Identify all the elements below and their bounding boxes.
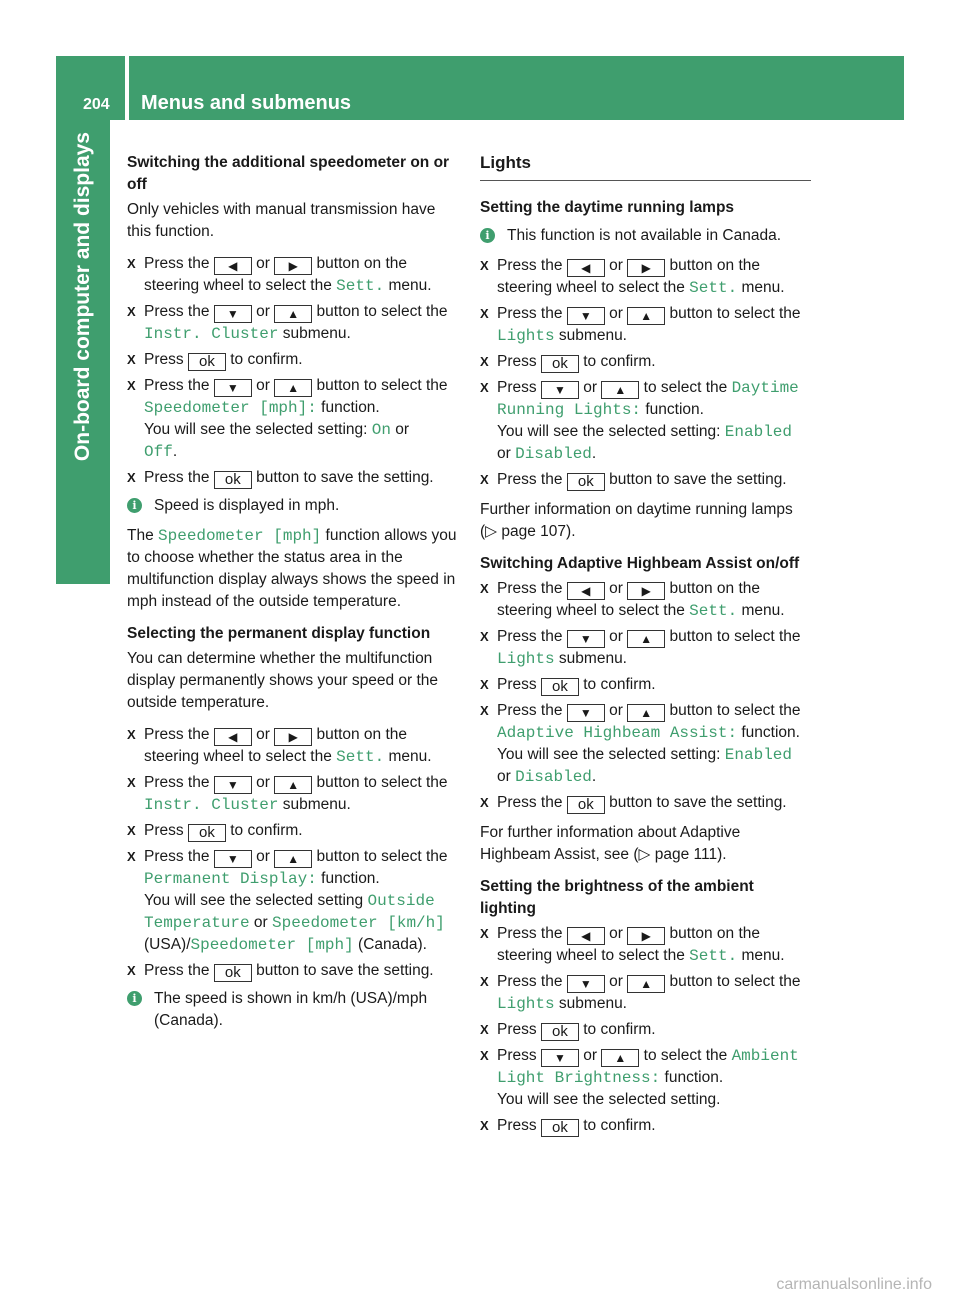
step: X Press the ok button to save the setting.	[480, 794, 787, 813]
side-tab-label: On-board computer and displays	[71, 132, 94, 462]
step: X Press ok to confirm.	[480, 1021, 656, 1040]
watermark: carmanualsonline.info	[776, 1276, 932, 1293]
side-tab	[56, 120, 110, 584]
step-arrow-icon: X	[127, 823, 136, 838]
ok-key-icon: ok	[188, 824, 226, 842]
setting-value: Off	[144, 443, 173, 461]
step-arrow-icon: X	[127, 470, 136, 485]
heading-additional-speedometer: Switching the additional speedometer on or off	[127, 154, 450, 193]
step: X Press the ok button to save the setting.	[480, 471, 787, 490]
up-arrow-key-icon: ▲	[627, 630, 665, 648]
step: X Press the ◀ or ▶ button on the steering wheel to select the Sett. menu.	[480, 257, 785, 297]
step-arrow-icon: X	[480, 1118, 489, 1133]
ok-key-icon: ok	[541, 355, 579, 373]
step: X Press the ▼ or ▲ button to select the Adaptive Highbeam Assist: function. You will see the selected setting: Enabled or Disabled.	[480, 702, 801, 786]
step: X Press the ▼ or ▲ button to select the Lights submenu.	[480, 305, 801, 345]
info-note: i Speed is displayed in mph.	[127, 495, 461, 517]
step: X Press ok to confirm.	[127, 351, 303, 370]
step-arrow-icon: X	[480, 1048, 489, 1063]
step-arrow-icon: X	[127, 849, 136, 864]
ok-key-icon: ok	[567, 796, 605, 814]
step-arrow-icon: X	[480, 677, 489, 692]
up-arrow-key-icon: ▲	[274, 776, 312, 794]
heading-ambient-lighting: Setting the brightness of the ambient lighting	[480, 878, 754, 917]
down-arrow-key-icon: ▼	[541, 381, 579, 399]
step-arrow-icon: X	[127, 963, 136, 978]
section-title-lights: Lights	[480, 152, 811, 181]
left-arrow-key-icon: ◀	[567, 582, 605, 600]
heading-daytime-running-lamps: Setting the daytime running lamps	[480, 199, 735, 216]
up-arrow-key-icon: ▲	[274, 305, 312, 323]
step: X Press the ▼ or ▲ button to select the Instr. Cluster submenu.	[127, 303, 448, 343]
ok-key-icon: ok	[214, 964, 252, 982]
heading-permanent-display: Selecting the permanent display function	[127, 625, 431, 642]
info-note: i The speed is shown in km/h (USA)/mph (Canada).	[127, 988, 461, 1032]
info-icon: i	[127, 991, 142, 1006]
setting-value: On	[371, 421, 391, 439]
page-title: Menus and submenus	[141, 92, 352, 114]
step: X Press the ◀ or ▶ button on the steering wheel to select the Sett. menu.	[127, 255, 432, 295]
step-arrow-icon: X	[480, 926, 489, 941]
up-arrow-key-icon: ▲	[601, 1049, 639, 1067]
step: X Press ok to confirm.	[480, 676, 656, 695]
step-arrow-icon: X	[480, 472, 489, 487]
step-arrow-icon: X	[127, 352, 136, 367]
step: X Press the ▼ or ▲ button to select the Lights submenu.	[480, 973, 801, 1013]
up-arrow-key-icon: ▲	[601, 381, 639, 399]
right-arrow-key-icon: ▶	[627, 582, 665, 600]
paragraph: Further information on daytime running lamps (▷ page 107).	[480, 501, 793, 540]
step-arrow-icon: X	[127, 304, 136, 319]
step: X Press ok to confirm.	[127, 822, 303, 841]
step-arrow-icon: X	[480, 629, 489, 644]
left-column	[127, 152, 461, 1040]
step-arrow-icon: X	[480, 380, 489, 395]
up-arrow-key-icon: ▲	[627, 975, 665, 993]
step-arrow-icon: X	[127, 775, 136, 790]
step-arrow-icon: X	[480, 354, 489, 369]
down-arrow-key-icon: ▼	[567, 704, 605, 722]
paragraph: Only vehicles with manual transmission have this function.	[127, 201, 436, 240]
step-arrow-icon: X	[480, 974, 489, 989]
step: X Press ▼ or ▲ to select the Daytime Running Lights: function. You will see the selected setting: Enabled or Disabled.	[480, 379, 799, 463]
step-arrow-icon: X	[127, 256, 136, 271]
ok-key-icon: ok	[541, 1119, 579, 1137]
ok-key-icon: ok	[541, 678, 579, 696]
right-arrow-key-icon: ▶	[627, 927, 665, 945]
right-arrow-key-icon: ▶	[627, 259, 665, 277]
step: X Press ok to confirm.	[480, 353, 656, 372]
up-arrow-key-icon: ▲	[274, 850, 312, 868]
submenu-name: Instr. Cluster	[144, 325, 279, 343]
down-arrow-key-icon: ▼	[567, 307, 605, 325]
info-icon: i	[480, 228, 495, 243]
menu-name: Sett.	[336, 277, 385, 295]
right-arrow-key-icon: ▶	[274, 728, 312, 746]
up-arrow-key-icon: ▲	[627, 704, 665, 722]
down-arrow-key-icon: ▼	[567, 975, 605, 993]
step: X Press the ◀ or ▶ button on the steering wheel to select the Sett. menu.	[480, 925, 785, 965]
header-divider	[125, 56, 129, 120]
paragraph: The Speedometer [mph] function allows you to choose whether the status area in the multifunction display always shows the speed in mph instead of the outside temperature.	[127, 527, 457, 610]
info-note: i This function is not available in Canada.	[480, 225, 811, 247]
step: X Press the ▼ or ▲ button to select the Permanent Display: function. You will see the selected setting Outside Temperature or Speedometer [km/h] (USA)/Speedometer [mph] (Canada).	[127, 848, 448, 954]
down-arrow-key-icon: ▼	[214, 379, 252, 397]
step: X Press ▼ or ▲ to select the Ambient Light Brightness: function. You will see the selected setting.	[480, 1047, 799, 1108]
step-arrow-icon: X	[127, 727, 136, 742]
down-arrow-key-icon: ▼	[214, 776, 252, 794]
paragraph: You can determine whether the multifunction display permanently shows your speed or the outside temperature.	[127, 650, 439, 711]
function-name: Speedometer [mph]:	[144, 399, 317, 417]
ok-key-icon: ok	[214, 471, 252, 489]
step: X Press the ok button to save the setting.	[127, 469, 434, 488]
step: X Press the ▼ or ▲ button to select the Speedometer [mph]: function. You will see the selected setting: On or Off.	[127, 377, 448, 461]
down-arrow-key-icon: ▼	[214, 305, 252, 323]
ok-key-icon: ok	[541, 1023, 579, 1041]
left-arrow-key-icon: ◀	[567, 927, 605, 945]
up-arrow-key-icon: ▲	[274, 379, 312, 397]
page-number: 204	[83, 96, 110, 113]
left-arrow-key-icon: ◀	[567, 259, 605, 277]
step-arrow-icon: X	[480, 703, 489, 718]
up-arrow-key-icon: ▲	[627, 307, 665, 325]
down-arrow-key-icon: ▼	[567, 630, 605, 648]
down-arrow-key-icon: ▼	[214, 850, 252, 868]
step-arrow-icon: X	[480, 306, 489, 321]
step: X Press the ▼ or ▲ button to select the Lights submenu.	[480, 628, 801, 668]
right-arrow-key-icon: ▶	[274, 257, 312, 275]
step: X Press the ◀ or ▶ button on the steering wheel to select the Sett. menu.	[127, 726, 432, 766]
step: X Press ok to confirm.	[480, 1117, 656, 1136]
down-arrow-key-icon: ▼	[541, 1049, 579, 1067]
step-arrow-icon: X	[127, 378, 136, 393]
paragraph: For further information about Adaptive Highbeam Assist, see (▷ page 111).	[480, 824, 741, 863]
right-column	[480, 152, 811, 1141]
info-icon: i	[127, 498, 142, 513]
page-header	[56, 56, 904, 120]
step: X Press the ▼ or ▲ button to select the Instr. Cluster submenu.	[127, 774, 448, 814]
ok-key-icon: ok	[567, 473, 605, 491]
step: X Press the ok button to save the setting.	[127, 962, 434, 981]
step-arrow-icon: X	[480, 1022, 489, 1037]
step-arrow-icon: X	[480, 795, 489, 810]
step: X Press the ◀ or ▶ button on the steering wheel to select the Sett. menu.	[480, 580, 785, 620]
heading-adaptive-highbeam: Switching Adaptive Highbeam Assist on/off	[480, 555, 800, 572]
step-arrow-icon: X	[480, 258, 489, 273]
left-arrow-key-icon: ◀	[214, 728, 252, 746]
ok-key-icon: ok	[188, 353, 226, 371]
left-arrow-key-icon: ◀	[214, 257, 252, 275]
step-arrow-icon: X	[480, 581, 489, 596]
